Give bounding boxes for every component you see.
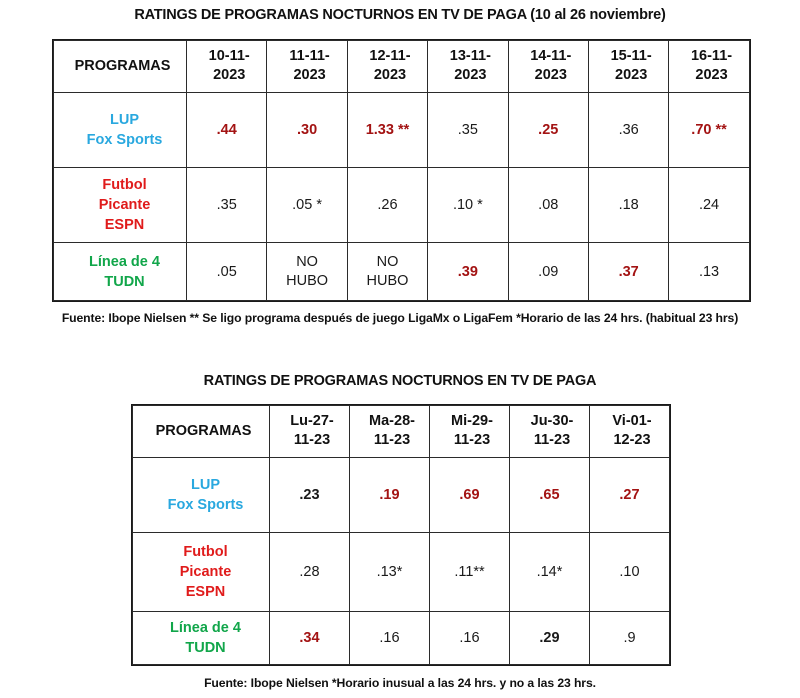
table-1-col-header-3: 12-11- 2023 — [347, 41, 427, 93]
rating-cell: .05 — [187, 243, 267, 301]
program-channel-line: Fox Sports — [86, 132, 163, 149]
table-2-footnote: Fuente: Ibope Nielsen *Horario inusual a las 24 hrs. y no a las 23 hrs. — [204, 676, 596, 690]
rating-cell: .25 — [508, 93, 588, 168]
rating-cell: NO HUBO — [347, 243, 427, 301]
rating-cell: .39 — [428, 243, 508, 301]
program-name-line: Futbol — [183, 544, 228, 561]
rating-cell: .37 — [588, 243, 668, 301]
rating-cell: .09 — [508, 243, 588, 301]
rating-cell: .24 — [669, 168, 749, 243]
rating-cell: .44 — [187, 93, 267, 168]
program-name-line: LUP — [191, 477, 220, 494]
rating-cell: NO HUBO — [267, 243, 347, 301]
program-name-line: LUP — [110, 112, 139, 129]
table-2-col-header-1: Lu-27- 11-23 — [270, 406, 350, 458]
table-1-col-header-2: 11-11- 2023 — [267, 41, 347, 93]
rating-cell: .23 — [270, 458, 350, 533]
rating-cell: .28 — [270, 533, 350, 612]
table-row — [133, 533, 670, 612]
table-2-header-row — [133, 406, 670, 458]
rating-cell: .16 — [430, 612, 510, 665]
table-1-col-header-5: 14-11- 2023 — [508, 41, 588, 93]
program-label-linea-de-4 — [133, 612, 270, 665]
rating-cell: .11** — [430, 533, 510, 612]
rating-cell: .10 * — [428, 168, 508, 243]
rating-cell: .35 — [187, 168, 267, 243]
rating-cell: .10 — [590, 533, 670, 612]
table-row — [54, 93, 750, 168]
program-label-futbol-picante — [133, 533, 270, 612]
program-label-lup — [54, 93, 187, 168]
table-1-col-header-programas: PROGRAMAS — [54, 41, 187, 93]
ratings-table-1 — [53, 40, 750, 301]
rating-cell: .9 — [590, 612, 670, 665]
table-2-col-header-2: Ma-28- 11-23 — [350, 406, 430, 458]
table-1-header-row — [54, 41, 750, 93]
rating-cell: 1.33 ** — [347, 93, 427, 168]
program-channel-line: TUDN — [185, 640, 226, 657]
program-name-line: Futbol — [102, 177, 147, 194]
program-name-line: Línea de 4 — [170, 620, 241, 637]
table-row — [133, 458, 670, 533]
table-2-title: RATINGS DE PROGRAMAS NOCTURNOS EN TV DE PAGA — [203, 373, 597, 389]
rating-cell: .13 — [669, 243, 749, 301]
table-2-col-header-programas: PROGRAMAS — [133, 406, 270, 458]
table-2-col-header-5: Vi-01- 12-23 — [590, 406, 670, 458]
program-label-lup — [133, 458, 270, 533]
rating-cell: .69 — [430, 458, 510, 533]
table-row — [54, 243, 750, 301]
rating-cell: .65 — [510, 458, 590, 533]
rating-cell: .70 ** — [669, 93, 749, 168]
program-channel-line: Fox Sports — [167, 497, 244, 514]
rating-cell: .27 — [590, 458, 670, 533]
table-1-title: RATINGS DE PROGRAMAS NOCTURNOS EN TV DE PAGA (10 al 26 noviembre) — [134, 7, 666, 23]
table-row — [54, 168, 750, 243]
table-1-col-header-1: 10-11- 2023 — [187, 41, 267, 93]
program-label-futbol-picante — [54, 168, 187, 243]
rating-cell: .18 — [588, 168, 668, 243]
table-1-col-header-4: 13-11- 2023 — [428, 41, 508, 93]
ratings-table-2 — [132, 405, 670, 665]
program-name-line-2: Picante — [179, 564, 232, 581]
rating-cell: .05 * — [267, 168, 347, 243]
table-2-col-header-3: Mi-29- 11-23 — [430, 406, 510, 458]
program-channel-line: ESPN — [104, 217, 145, 234]
rating-cell: .30 — [267, 93, 347, 168]
rating-cell: .14* — [510, 533, 590, 612]
rating-cell: .35 — [428, 93, 508, 168]
table-row — [133, 612, 670, 665]
program-name-line: Línea de 4 — [89, 253, 160, 270]
program-channel-line: TUDN — [104, 273, 145, 290]
rating-cell: .26 — [347, 168, 427, 243]
rating-cell: .19 — [350, 458, 430, 533]
rating-cell: .29 — [510, 612, 590, 665]
table-1-footnote: Fuente: Ibope Nielsen ** Se ligo programa después de juego LigaMx o LigaFem *Horario de las 24 hrs. (habitual 23 hrs) — [61, 311, 739, 325]
rating-cell: .34 — [270, 612, 350, 665]
program-name-line-2: Picante — [98, 197, 151, 214]
rating-cell: .16 — [350, 612, 430, 665]
table-2-col-header-4: Ju-30- 11-23 — [510, 406, 590, 458]
program-channel-line: ESPN — [185, 584, 226, 601]
table-1-col-header-6: 15-11- 2023 — [588, 41, 668, 93]
rating-cell: .36 — [588, 93, 668, 168]
table-1-col-header-7: 16-11- 2023 — [669, 41, 749, 93]
rating-cell: .08 — [508, 168, 588, 243]
program-label-linea-de-4 — [54, 243, 187, 301]
rating-cell: .13* — [350, 533, 430, 612]
